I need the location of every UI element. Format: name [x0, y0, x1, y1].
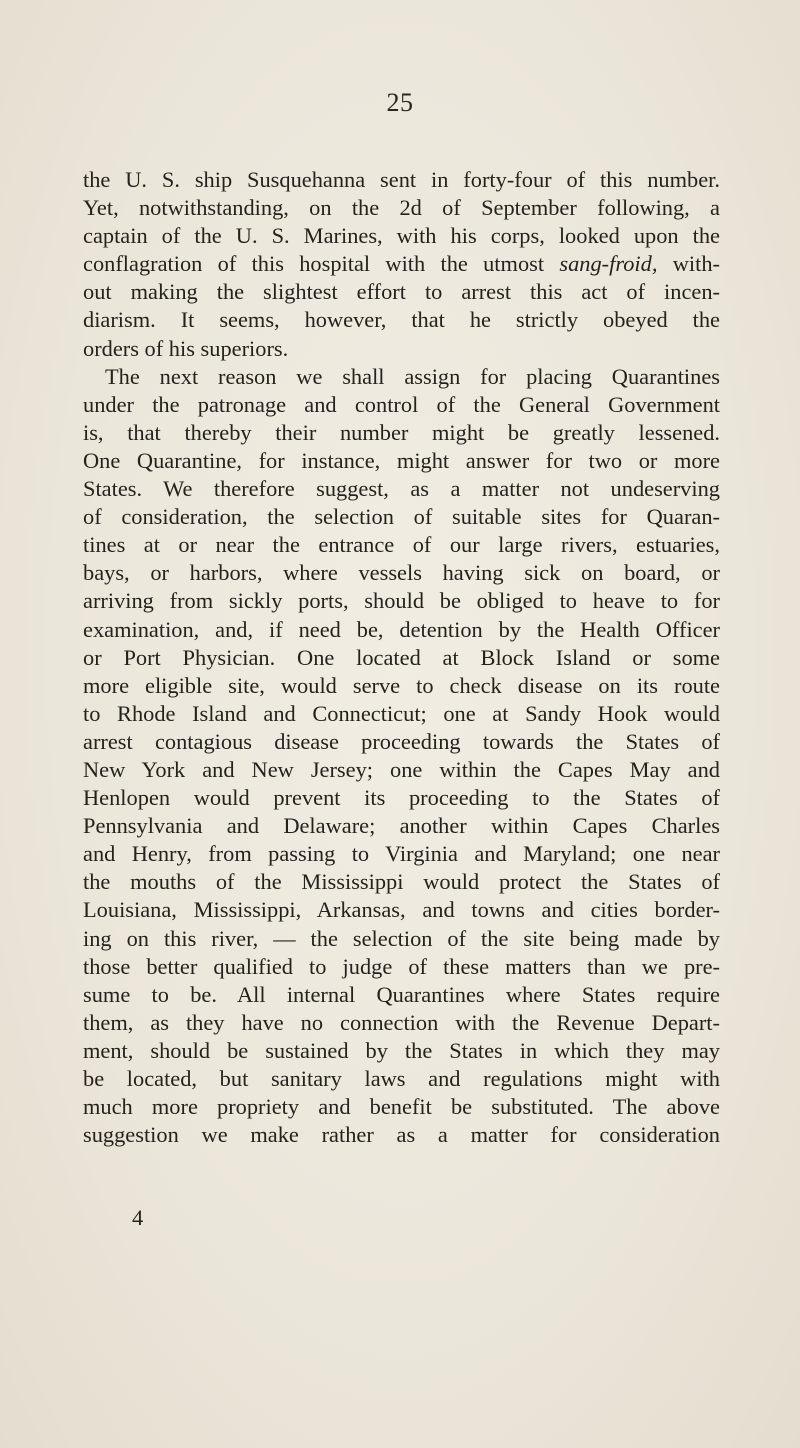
text-line: more eligible site, would serve to check disease on its route [83, 672, 720, 698]
text-line: arriving from sickly ports, should be obliged to heave to for [83, 588, 720, 614]
text-line: of consideration, the selection of suitable sites for Quaran- [83, 504, 720, 530]
text-line: be located, but sanitary laws and regulations might with [83, 1066, 720, 1091]
signature-mark: 4 [132, 1205, 144, 1230]
text-fragment: with- [657, 251, 720, 277]
text-line: States. We therefore suggest, as a matter not undeserving [83, 476, 720, 502]
text-line: them, as they have no connection with the Revenue Depart- [83, 1009, 720, 1035]
text-line: or Port Physician. One located at Block Island or some [83, 644, 720, 670]
italic-term: sang-froid, [559, 251, 658, 277]
text-line: Henlopen would prevent its proceeding to the States of [83, 785, 720, 811]
text-line: Yet, notwithstanding, on the 2d of September following, a [83, 195, 720, 221]
text-line: and Henry, from passing to Virginia and Maryland; one near [83, 841, 720, 867]
text-line: suggestion we make rather as a matter for consideration [83, 1122, 720, 1148]
text-line: is, that thereby their number might be greatly lessened. [83, 419, 720, 445]
text-line: sume to be. All internal Quarantines where States require [83, 981, 720, 1007]
text-line: out making the slightest effort to arrest this act of incen- [83, 279, 720, 305]
text-line: Louisiana, Mississippi, Arkansas, and towns and cities border- [83, 897, 720, 923]
text-line: under the patronage and control of the General Government [83, 391, 720, 417]
text-line: to Rhode Island and Connecticut; one at Sandy Hook would [83, 700, 720, 726]
text-line [83, 250, 720, 278]
text-line: much more propriety and benefit be substituted. The above [83, 1094, 720, 1120]
text-line: tines at or near the entrance of our large rivers, estuaries, [83, 532, 720, 558]
text-line: examination, and, if need be, detention by the Health Officer [83, 616, 720, 642]
text-line: Pennsylvania and Delaware; another within Capes Charles [83, 813, 720, 839]
body-text [83, 166, 720, 1149]
text-line: diarism. It seems, however, that he strictly obeyed the [83, 307, 720, 333]
text-line: orders of his superiors. [83, 335, 289, 361]
text-line: New York and New Jersey; one within the Capes May and [83, 756, 720, 782]
text-line: arrest contagious disease proceeding towards the States of [83, 728, 720, 754]
text-line: those better qualified to judge of these matters than we pre- [83, 953, 720, 979]
text-fragment: conflagration of this hospital with the utmost [83, 251, 560, 277]
text-line: ment, should be sustained by the States in which they may [83, 1037, 720, 1063]
text-line: One Quarantine, for instance, might answer for two or more [83, 447, 720, 473]
text-line: ing on this river, — the selection of the site being made by [83, 925, 720, 951]
text-line: the mouths of the Mississippi would protect the States of [83, 869, 720, 895]
text-line: the U. S. ship Susquehanna sent in forty-four of this number. [83, 167, 720, 192]
page-number: 25 [386, 88, 414, 117]
text-line: captain of the U. S. Marines, with his corps, looked upon the [83, 223, 720, 249]
text-line: The next reason we shall assign for placing Quarantines [105, 363, 720, 389]
text-line: bays, or harbors, where vessels having sick on board, or [83, 560, 720, 586]
